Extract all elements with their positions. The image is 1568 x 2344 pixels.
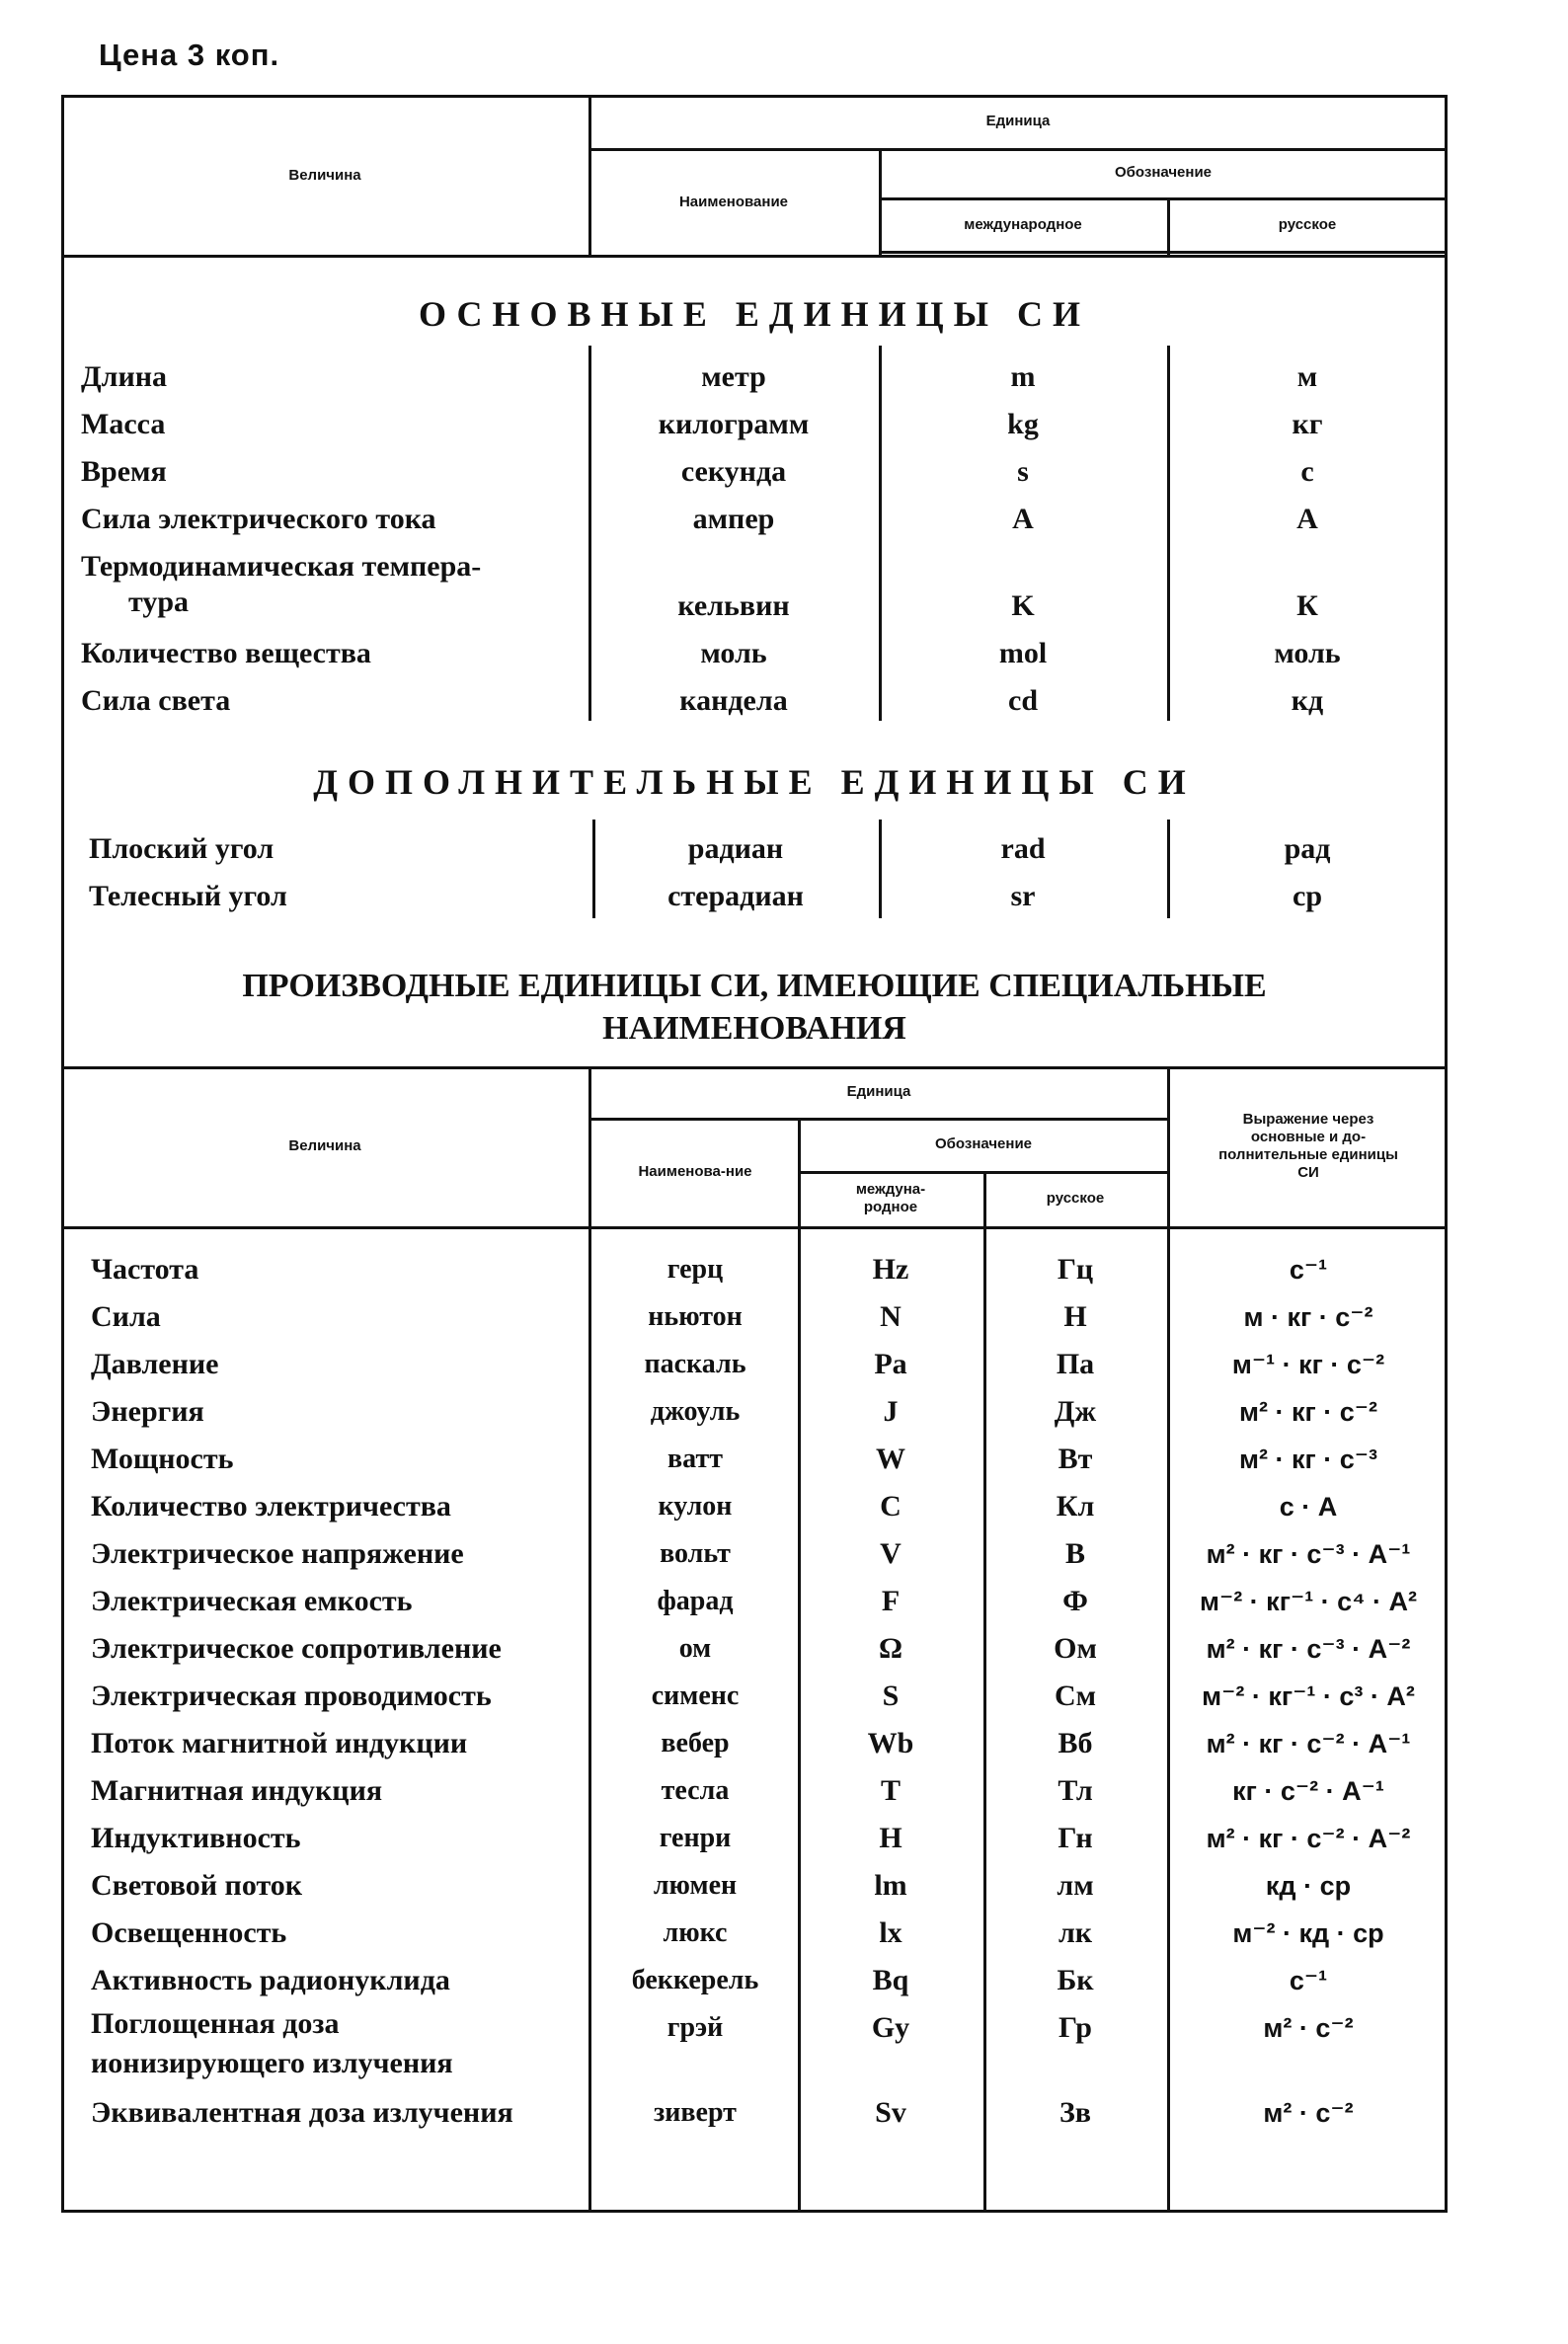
si-expression-cell: м² · с⁻² xyxy=(1263,2013,1354,2043)
si-expression-cell: м⁻² · кг⁻¹ · с³ · А² xyxy=(1202,1681,1415,1711)
quantity-line-1: Термодинамическая темпера- xyxy=(81,550,482,583)
international-symbol-cell: J xyxy=(883,1395,899,1428)
derived-header-russian: русское xyxy=(1046,1190,1105,1207)
quantity-cell: Давление xyxy=(91,1348,219,1380)
russian-symbol-cell: Гр xyxy=(1058,2011,1092,2044)
table-row xyxy=(61,1530,1448,1578)
russian-symbol-cell: Гн xyxy=(1058,1822,1093,1854)
si-expression-cell: кг · с⁻² · А⁻¹ xyxy=(1232,1776,1384,1806)
quantity-line-2: тура xyxy=(128,586,190,618)
russian-symbol-cell: Зв xyxy=(1058,2096,1092,2129)
quantity-cell: Время xyxy=(81,455,167,488)
si-expression-cell: м² · кг · с⁻² · А⁻¹ xyxy=(1206,1729,1411,1758)
si-expression-cell: м⁻² · кг⁻¹ · с⁴ · А² xyxy=(1199,1587,1418,1616)
russian-symbol-cell: Вт xyxy=(1058,1443,1093,1475)
table-row xyxy=(61,1910,1448,1957)
quantity-cell: Магнитная индукция xyxy=(91,1774,383,1807)
international-symbol-cell: kg xyxy=(1007,408,1039,440)
unit-name-cell: вольт xyxy=(660,1538,731,1569)
quantity-cell: Индуктивность xyxy=(91,1822,301,1854)
russian-symbol-cell: См xyxy=(1054,1680,1097,1712)
international-symbol-cell: A xyxy=(1012,503,1034,535)
international-symbol-cell: F xyxy=(881,1585,901,1617)
international-symbol-cell: H xyxy=(879,1822,902,1854)
unit-name-cell: метр xyxy=(701,360,766,393)
si-expression-cell: м⁻¹ · кг · с⁻² xyxy=(1231,1350,1385,1379)
quantity-cell: Эквивалентная доза излучения xyxy=(91,2096,513,2129)
table-row xyxy=(61,1720,1448,1767)
table-row xyxy=(61,1483,1448,1530)
derived-header-designation: Обозначение xyxy=(934,1135,1033,1152)
unit-name-cell: грэй xyxy=(666,2012,724,2043)
section-title-base: ОСНОВНЫЕ ЕДИНИЦЫ СИ xyxy=(419,294,1090,334)
table-row xyxy=(61,549,1448,628)
unit-name-cell: герц xyxy=(666,1254,724,1285)
russian-symbol-cell: рад xyxy=(1284,832,1331,865)
international-symbol-cell: N xyxy=(880,1300,902,1333)
section-title-derived xyxy=(61,966,1448,1050)
quantity-cell: Электрическое напряжение xyxy=(91,1537,464,1570)
russian-symbol-cell: Н xyxy=(1063,1300,1087,1333)
table-row xyxy=(61,1293,1448,1341)
table-row xyxy=(61,353,1448,401)
unit-name-cell: моль xyxy=(700,637,767,669)
unit-name-cell: вебер xyxy=(661,1728,730,1758)
derived-header-name: Наименова-ние xyxy=(638,1163,752,1180)
international-symbol-cell: V xyxy=(880,1537,902,1570)
international-symbol-cell: W xyxy=(876,1443,905,1475)
international-symbol-cell: S xyxy=(882,1680,900,1712)
table-row xyxy=(61,401,1448,448)
russian-symbol-cell: Вб xyxy=(1058,1727,1093,1759)
quantity-cell: Энергия xyxy=(91,1395,204,1428)
table-row xyxy=(61,1767,1448,1815)
quantity-cell: Масса xyxy=(81,408,166,440)
international-symbol-cell: T xyxy=(880,1774,901,1807)
header-name: Наименование xyxy=(678,194,789,210)
international-symbol-cell: rad xyxy=(1000,832,1046,865)
table-row xyxy=(61,1578,1448,1625)
russian-symbol-cell: Кл xyxy=(1056,1490,1095,1523)
international-symbol-cell: C xyxy=(880,1490,902,1523)
derived-header-quantity: Величина xyxy=(288,1137,361,1154)
unit-name-cell: секунда xyxy=(680,455,787,488)
si-expression-cell: с⁻¹ xyxy=(1289,1966,1328,1995)
international-symbol-cell: lx xyxy=(879,1916,902,1949)
table-row xyxy=(61,1673,1448,1720)
header-designation: Обозначение xyxy=(1114,164,1213,181)
table-row xyxy=(61,1862,1448,1910)
si-expression-cell: кд · ср xyxy=(1265,1871,1352,1901)
international-symbol-cell: sr xyxy=(1010,880,1036,912)
russian-symbol-cell: Ом xyxy=(1054,1632,1097,1665)
derived-header-bottom xyxy=(61,1226,1448,1229)
si-expression-cell: м² · кг · с⁻³ xyxy=(1239,1445,1377,1474)
russian-symbol-cell: В xyxy=(1064,1537,1085,1570)
header-international: международное xyxy=(964,216,1082,233)
unit-name-cell: зиверт xyxy=(654,2097,737,2128)
international-symbol-cell: Ω xyxy=(878,1632,903,1665)
section-title-derived-line2: НАИМЕНОВАНИЯ xyxy=(602,1009,906,1047)
quantity-cell: Сила света xyxy=(81,684,231,717)
table-row xyxy=(61,2089,1448,2137)
unit-name-cell: люкс xyxy=(663,1917,728,1948)
quantity-cell: Телесный угол xyxy=(89,880,287,912)
unit-name-cell: кулон xyxy=(658,1491,733,1522)
si-expression-cell: м² · кг · с⁻² xyxy=(1239,1397,1377,1427)
russian-symbol-cell: К xyxy=(1296,589,1318,622)
quantity-cell xyxy=(91,2004,453,2083)
si-expression-cell: м² · кг · с⁻² · А⁻² xyxy=(1206,1824,1411,1853)
table-row xyxy=(61,1815,1448,1862)
unit-name-cell: беккерель xyxy=(631,1965,759,1995)
international-symbol-cell: Sv xyxy=(875,2096,906,2129)
quantity-cell: Мощность xyxy=(91,1443,234,1475)
quantity-cell: Сила xyxy=(91,1300,161,1333)
international-symbol-cell: Pa xyxy=(874,1348,907,1380)
russian-symbol-cell: м xyxy=(1296,360,1318,393)
russian-symbol-cell: Бк xyxy=(1057,1964,1094,1996)
table-row xyxy=(61,1957,1448,2004)
quantity-cell: Электрическое сопротивление xyxy=(91,1632,502,1665)
table-row xyxy=(61,1388,1448,1436)
unit-name-cell: генри xyxy=(659,1823,732,1853)
unit-name-cell: джоуль xyxy=(650,1396,741,1427)
unit-name-cell: сименс xyxy=(651,1680,740,1711)
russian-symbol-cell: Тл xyxy=(1058,1774,1093,1807)
unit-name-cell: ватт xyxy=(667,1444,723,1474)
quantity-cell: Поток магнитной индукции xyxy=(91,1727,468,1759)
russian-symbol-cell: моль xyxy=(1274,637,1341,669)
quantity-cell: Сила электрического тока xyxy=(81,503,436,535)
russian-symbol-cell: лм xyxy=(1057,1869,1094,1902)
si-expression-cell: с⁻¹ xyxy=(1289,1255,1328,1285)
quantity-cell: Освещенность xyxy=(91,1916,287,1949)
header-quantity: Величина xyxy=(288,167,361,184)
international-symbol-cell: Hz xyxy=(872,1253,909,1286)
table-row xyxy=(61,1246,1448,1293)
section-title-derived-line1: ПРОИЗВОДНЫЕ ЕДИНИЦЫ СИ, ИМЕЮЩИЕ СПЕЦИАЛЬНЫЕ xyxy=(242,968,1267,1004)
quantity-line-2: ионизирующего излучения xyxy=(91,2047,453,2079)
table-row xyxy=(61,677,1448,725)
russian-symbol-cell: кг xyxy=(1292,408,1323,440)
unit-name-cell: кельвин xyxy=(677,589,790,622)
price-label: Цена 3 коп. xyxy=(99,38,280,72)
quantity-cell: Частота xyxy=(91,1253,199,1286)
russian-symbol-cell: ср xyxy=(1293,880,1322,912)
international-symbol-cell: K xyxy=(1011,589,1035,622)
header-unit: Единица xyxy=(985,113,1051,129)
quantity-cell: Электрическая проводимость xyxy=(91,1680,492,1712)
table-row xyxy=(61,496,1448,543)
quantity-cell: Количество вещества xyxy=(81,637,371,669)
international-symbol-cell: cd xyxy=(1008,684,1038,717)
international-symbol-cell: m xyxy=(1010,360,1036,393)
si-expression-cell: м² · кг · с⁻³ · А⁻¹ xyxy=(1206,1539,1411,1569)
quantity-cell xyxy=(81,549,481,620)
quantity-line-1: Поглощенная доза xyxy=(91,2007,340,2040)
unit-name-cell: фарад xyxy=(657,1586,734,1616)
table-row xyxy=(61,873,1448,920)
si-expression-cell: м⁻² · кд · ср xyxy=(1232,1918,1384,1948)
international-symbol-cell: Bq xyxy=(872,1964,909,1996)
unit-name-cell: килограмм xyxy=(658,408,810,440)
unit-name-cell: люмен xyxy=(653,1870,738,1901)
quantity-cell: Световой поток xyxy=(91,1869,303,1902)
si-expression-cell: с · А xyxy=(1279,1492,1338,1522)
table-row xyxy=(61,1436,1448,1483)
unit-name-cell: тесла xyxy=(661,1775,730,1806)
unit-name-cell: радиан xyxy=(687,832,784,865)
table-row xyxy=(61,1625,1448,1673)
si-expression-cell: м² · с⁻² xyxy=(1263,2098,1354,2128)
quantity-cell: Плоский угол xyxy=(89,832,274,865)
derived-header-expression: Выражение через основные и до-полнительные единицы СИ xyxy=(1218,1111,1398,1181)
quantity-cell: Длина xyxy=(81,360,168,393)
international-symbol-cell: mol xyxy=(998,637,1048,669)
section-title-supplementary: ДОПОЛНИТЕЛЬНЫЕ ЕДИНИЦЫ СИ xyxy=(313,762,1196,802)
international-symbol-cell: lm xyxy=(874,1869,907,1902)
unit-name-cell: стерадиан xyxy=(667,880,804,912)
table-row xyxy=(61,630,1448,677)
unit-name-cell: ом xyxy=(678,1633,712,1664)
derived-header-international: междуна-родное xyxy=(855,1181,926,1215)
quantity-cell: Активность радионуклида xyxy=(91,1964,450,1996)
table-row xyxy=(61,448,1448,496)
quantity-cell: Количество электричества xyxy=(91,1490,451,1523)
international-symbol-cell: s xyxy=(1017,455,1029,488)
russian-symbol-cell: Гц xyxy=(1057,1253,1094,1286)
russian-symbol-cell: Па xyxy=(1056,1348,1095,1380)
si-expression-cell: м · кг · с⁻² xyxy=(1243,1302,1373,1332)
russian-symbol-cell: лк xyxy=(1058,1916,1093,1949)
derived-header-unit: Единица xyxy=(846,1083,911,1100)
table-row xyxy=(61,825,1448,873)
russian-symbol-cell: Дж xyxy=(1054,1395,1097,1428)
quantity-cell: Электрическая емкость xyxy=(91,1585,413,1617)
unit-name-cell: ньютон xyxy=(648,1301,743,1332)
table-row xyxy=(61,2004,1448,2087)
unit-name-cell: паскаль xyxy=(644,1349,746,1379)
russian-symbol-cell: кд xyxy=(1291,684,1324,717)
si-expression-cell: м² · кг · с⁻³ · А⁻² xyxy=(1206,1634,1411,1664)
russian-symbol-cell: с xyxy=(1300,455,1314,488)
header-russian: русское xyxy=(1278,216,1337,233)
table-row xyxy=(61,1341,1448,1388)
unit-name-cell: кандела xyxy=(679,684,788,717)
international-symbol-cell: Wb xyxy=(867,1727,914,1759)
international-symbol-cell: Gy xyxy=(871,2011,910,2044)
unit-name-cell: ампер xyxy=(692,503,775,535)
russian-symbol-cell: Ф xyxy=(1062,1585,1088,1617)
russian-symbol-cell: А xyxy=(1296,503,1318,535)
